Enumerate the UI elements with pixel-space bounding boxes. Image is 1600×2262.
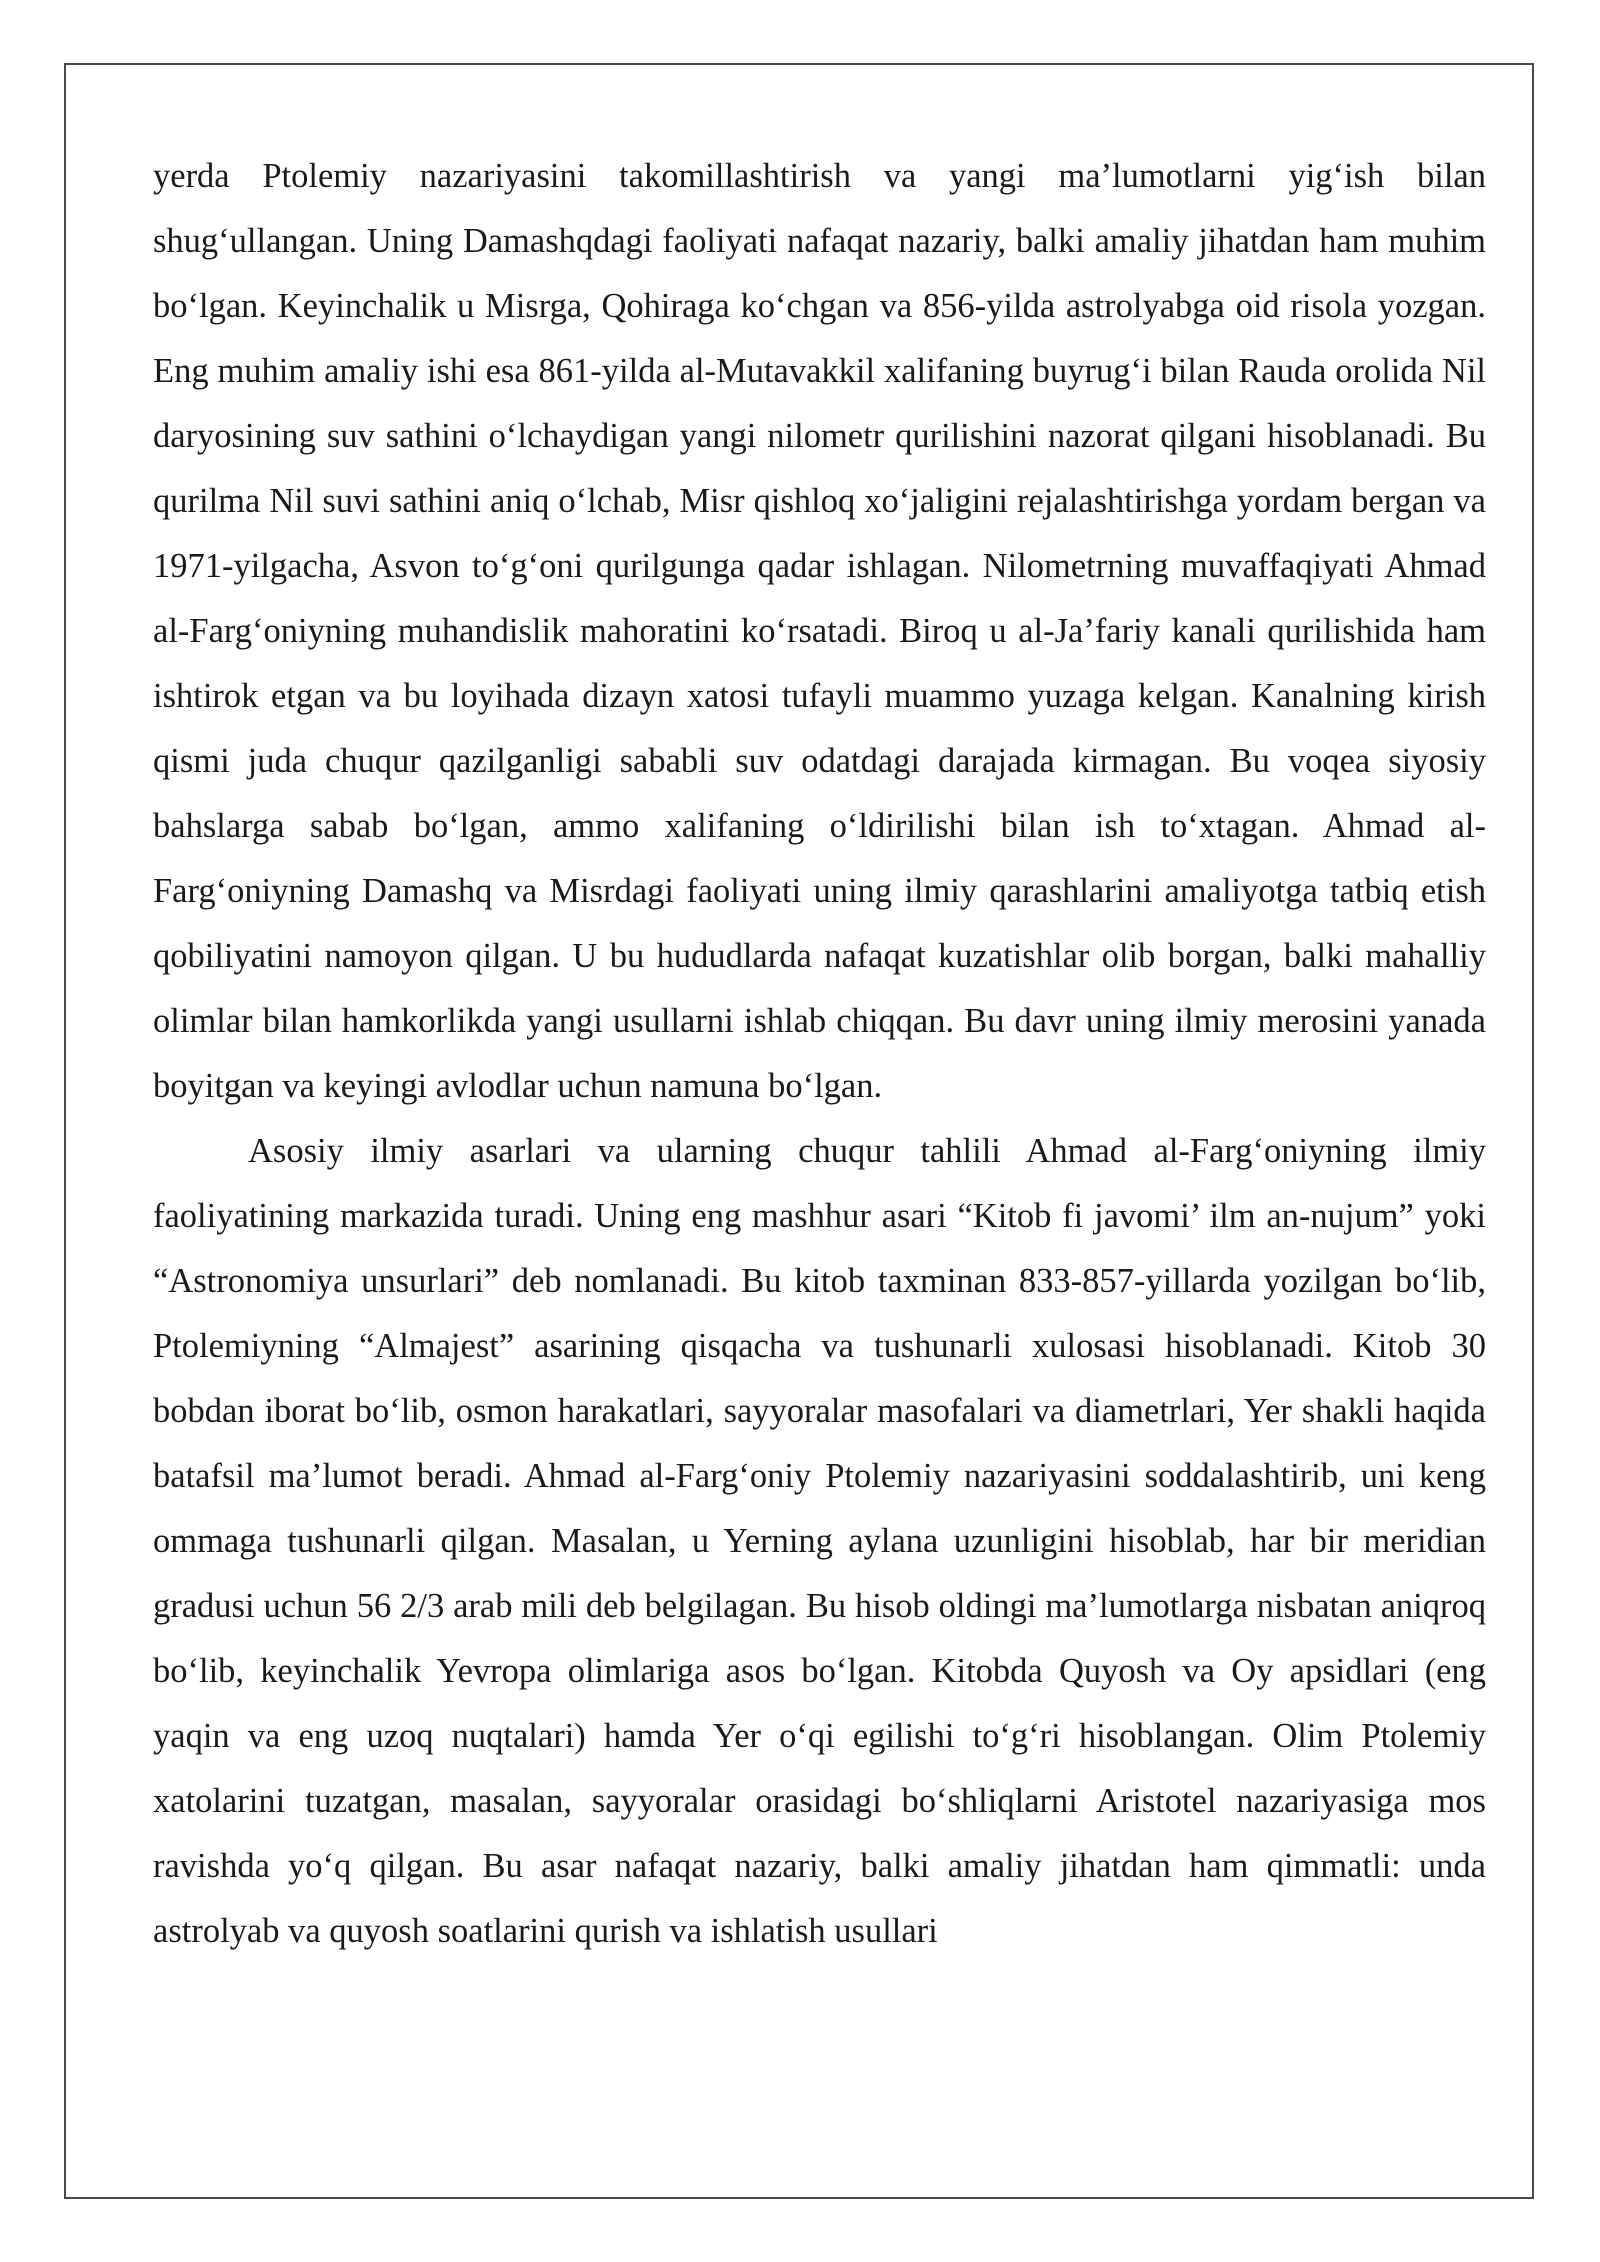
paragraph-continuation: yerda Ptolemiy nazariyasini takomillashtirish va yangi ma’lumotlarni yig‘ish bilan shug‘ullangan. Uning Damashqdagi faoliyati nafaqat nazariy, balki amaliy jihatdan ham muhim bo‘lgan. Keyinchalik u Misrga, Qohiraga ko‘chgan va 856-yilda astrolyabga oid risola yozgan. Eng muhim amaliy ishi esa 861-yilda al-Mutavakkil xalifaning buyrug‘i bilan Rauda orolida Nil daryosining suv sathini o‘lchaydigan yangi nilometr qurilishini nazorat qilgani hisoblanadi. Bu qurilma Nil suvi sathini aniq o‘lchab, Misr qishloq xo‘jaligini rejalashtirishga yordam bergan va 1971-yilgacha, Asvon to‘g‘oni qurilgunga qadar ishlagan. Nilometrning muvaffaqiyati Ahmad al-Farg‘oniyning muhandislik mahoratini ko‘rsatadi. Biroq u al-Ja’fariy kanali qurilishida ham ishtirok etgan va bu loyihada dizayn xatosi tufayli muammo yuzaga kelgan. Kanalning kirish qismi juda chuqur qazilganligi sababli suv odatdagi darajada kirmagan. Bu voqea siyosiy bahslarga sabab bo‘lgan, ammo xalifaning o‘ldirilishi bilan ish to‘xtagan. Ahmad al-Farg‘oniyning Damashq va Misrdagi faoliyati uning ilmiy qarashlarini amaliyotga tatbiq etish qobiliyatini namoyon qilgan. U bu hududlarda nafaqat kuzatishlar olib borgan, balki mahalliy olimlar bilan hamkorlikda yangi usullarni ishlab chiqqan. Bu davr uning ilmiy merosini yanada boyitgan va keyingi avlodlar uchun namuna bo‘lgan.: [153, 157, 1486, 1105]
paragraph-main-works: Asosiy ilmiy asarlari va ularning chuqur tahlili Ahmad al-Farg‘oniyning ilmiy faoliyatining markazida turadi. Uning eng mashhur asari “Kitob fi javomi’ ilm an-nujum” yoki “Astronomiya unsurlari” deb nomlanadi. Bu kitob taxminan 833-857-yillarda yozilgan bo‘lib, Ptolemiyning “Almajest” asarining qisqacha va tushunarli xulosasi hisoblanadi. Kitob 30 bobdan iborat bo‘lib, osmon harakatlari, sayyoralar masofalari va diametrlari, Yer shakli haqida batafsil ma’lumot beradi. Ahmad al-Farg‘oniy Ptolemiy nazariyasini soddalashtirib, uni keng ommaga tushunarli qilgan. Masalan, u Yerning aylana uzunligini hisoblab, har bir meridian gradusi uchun 56 2/3 arab mili deb belgilagan. Bu hisob oldingi ma’lumotlarga nisbatan aniqroq bo‘lib, keyinchalik Yevropa olimlariga asos bo‘lgan. Kitobda Quyosh va Oy apsidlari (eng yaqin va eng uzoq nuqtalari) hamda Yer o‘qi egilishi to‘g‘ri hisoblangan. Olim Ptolemiy xatolarini tuzatgan, masalan, sayyoralar orasidagi bo‘shliqlarni Aristotel nazariyasiga mos ravishda yo‘q qilgan. Bu asar nafaqat nazariy, balki amaliy jihatdan ham qimmatli: unda astrolyab va quyosh soatlarini qurish va ishlatish usullari: [153, 1132, 1486, 1950]
document-body: [153, 144, 1486, 1964]
